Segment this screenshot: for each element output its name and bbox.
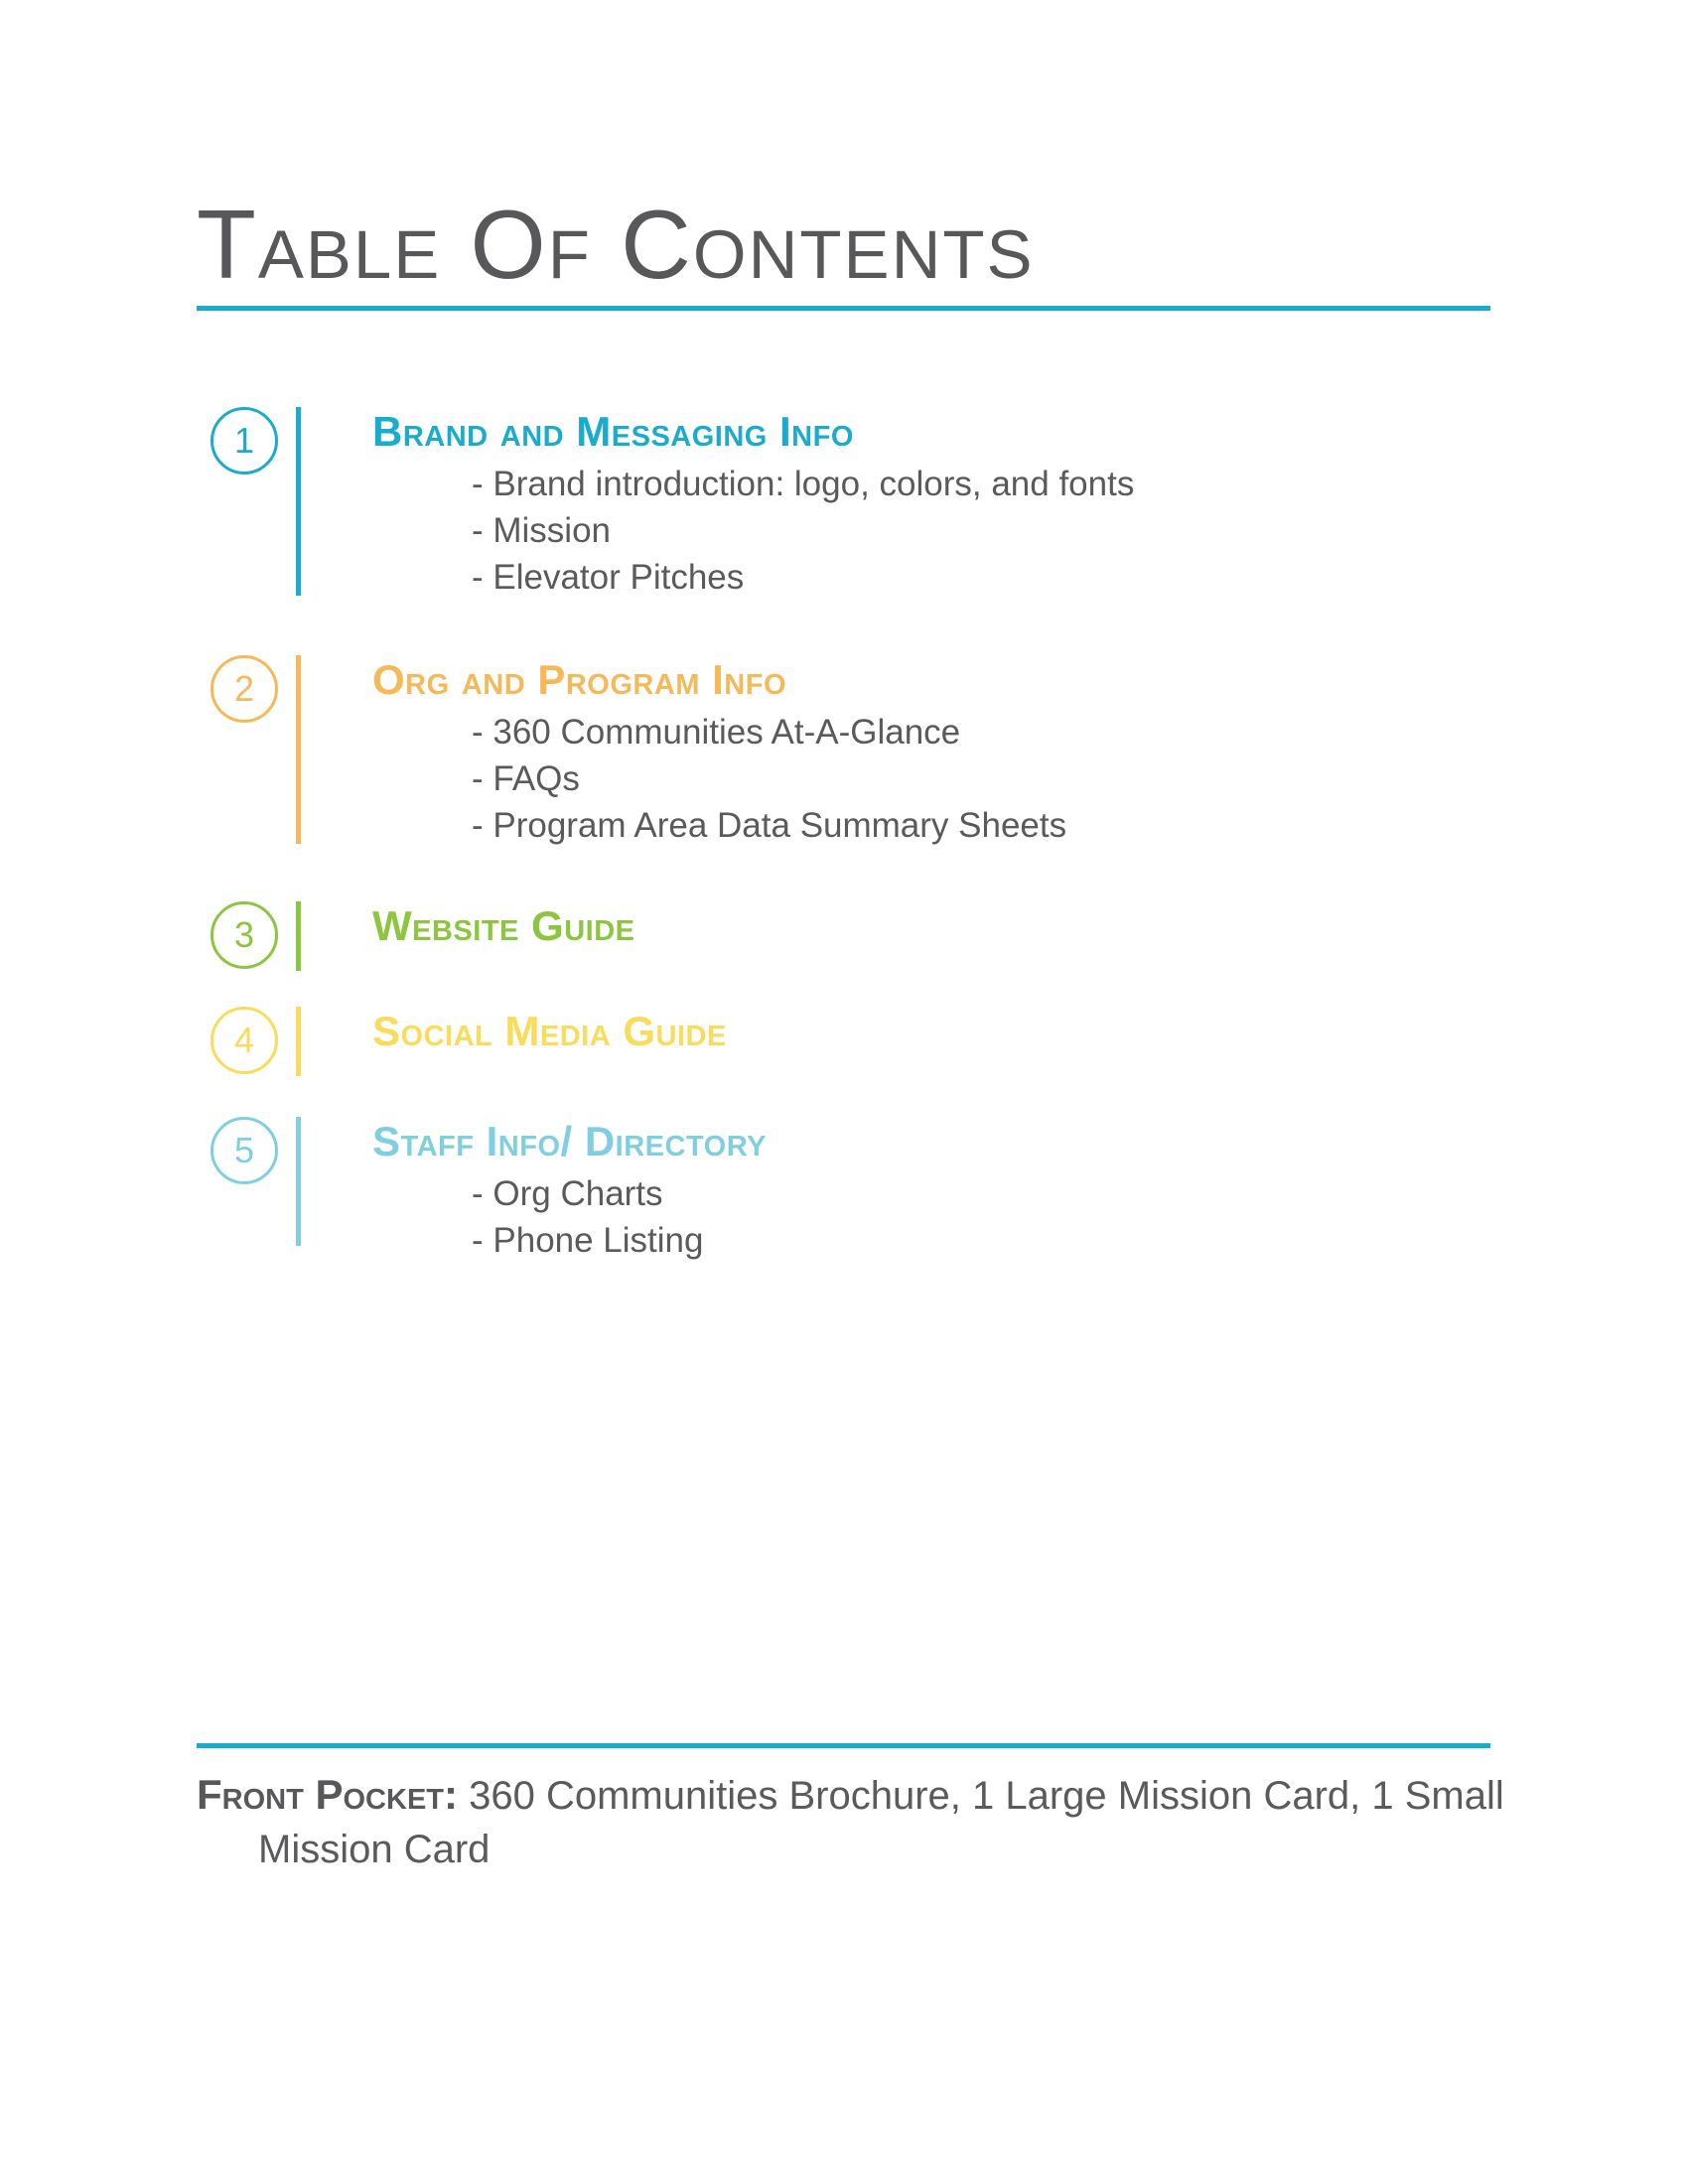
section-number-circle: 5 — [211, 1117, 278, 1184]
section-heading: Brand and Messaging Info — [372, 408, 854, 455]
section-divider-bar — [296, 655, 301, 844]
section-heading: Staff Info/ Directory — [372, 1118, 767, 1164]
section-heading: Social Media Guide — [372, 1008, 727, 1054]
section-divider-bar — [296, 1007, 301, 1076]
list-item: - FAQs — [472, 759, 580, 798]
list-item: - Elevator Pitches — [472, 558, 745, 597]
section-number-circle: 3 — [211, 901, 278, 969]
list-item: - 360 Communities At-A-Glance — [472, 713, 961, 751]
toc-section-4 — [197, 1007, 1490, 1076]
front-pocket-note — [197, 1768, 1559, 1876]
toc-section-2 — [197, 655, 1490, 844]
title-underline — [197, 306, 1490, 311]
list-item: - Program Area Data Summary Sheets — [472, 806, 1067, 845]
list-item: - Org Charts — [472, 1174, 663, 1213]
section-number-circle: 4 — [211, 1007, 278, 1074]
front-pocket-label: Front Pocket: — [197, 1771, 458, 1818]
section-item-list — [472, 709, 1066, 849]
section-number-circle: 2 — [211, 655, 278, 723]
toc-section-5 — [197, 1117, 1490, 1260]
section-heading: Website Guide — [372, 902, 635, 949]
section-number-circle: 1 — [211, 407, 278, 475]
list-item: - Mission — [472, 511, 612, 550]
section-heading: Org and Program Info — [372, 656, 787, 703]
toc-section-1 — [197, 407, 1490, 596]
section-item-list — [472, 1170, 703, 1264]
list-item: - Brand introduction: logo, colors, and fonts — [472, 465, 1135, 503]
section-divider-bar — [296, 407, 301, 596]
section-divider-bar — [296, 1117, 301, 1246]
toc-section-3 — [197, 901, 1490, 971]
bottom-divider — [197, 1743, 1490, 1748]
section-item-list — [472, 461, 1134, 601]
section-divider-bar — [296, 901, 301, 971]
page-title: Table Of Contents — [197, 190, 1035, 299]
list-item: - Phone Listing — [472, 1221, 704, 1260]
front-pocket-text: 360 Communities Brochure, 1 Large Mission Card, 1 Small Mission Card — [258, 1774, 1504, 1871]
